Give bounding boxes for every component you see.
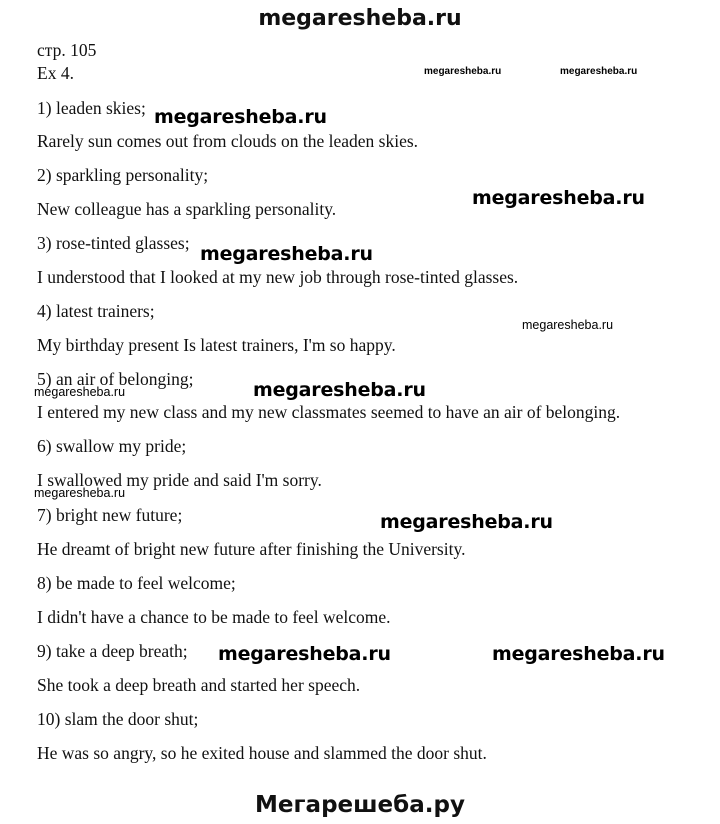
watermark: megaresheba.ru xyxy=(34,486,126,500)
watermark: megaresheba.ru xyxy=(492,643,665,665)
item-8-sentence: I didn't have a chance to be made to feel welcome. xyxy=(37,607,391,627)
watermark: megaresheba.ru xyxy=(253,379,426,401)
watermark: megaresheba.ru xyxy=(34,385,126,399)
watermark: megaresheba.ru xyxy=(380,511,553,533)
exercise-label: Ex 4. xyxy=(37,63,74,83)
item-10-phrase: 10) slam the door shut; xyxy=(37,709,199,729)
item-3-phrase: 3) rose-tinted glasses; xyxy=(37,233,190,253)
item-9-phrase: 9) take a deep breath; xyxy=(37,641,188,661)
item-1-sentence: Rarely sun comes out from clouds on the leaden skies. xyxy=(37,131,419,151)
watermark: megaresheba.ru xyxy=(218,643,391,665)
header-watermark: megaresheba.ru xyxy=(258,6,462,31)
footer-watermark: Мегарешеба.ру xyxy=(255,792,465,818)
item-4-sentence: My birthday present Is latest trainers, I'm so happy. xyxy=(37,335,396,355)
item-6-phrase: 6) swallow my pride; xyxy=(37,436,187,456)
item-1-phrase: 1) leaden skies; xyxy=(37,98,146,118)
page-number-label: стр. 105 xyxy=(37,40,97,60)
watermark: megaresheba.ru xyxy=(472,187,645,209)
item-10-sentence: He was so angry, so he exited house and slammed the door shut. xyxy=(37,743,487,763)
item-9-sentence: She took a deep breath and started her speech. xyxy=(37,675,361,695)
item-2-sentence: New colleague has a sparkling personality. xyxy=(37,199,337,219)
watermark: megaresheba.ru xyxy=(424,66,502,77)
watermark: megaresheba.ru xyxy=(154,106,327,128)
watermark: megaresheba.ru xyxy=(200,243,373,265)
item-5-sentence: I entered my new class and my new classmates seemed to have an air of belonging. xyxy=(37,402,621,422)
item-8-phrase: 8) be made to feel welcome; xyxy=(37,573,236,593)
watermark: megaresheba.ru xyxy=(560,66,638,77)
item-6-sentence: I swallowed my pride and said I'm sorry. xyxy=(37,470,322,490)
item-3-sentence: I understood that I looked at my new job through rose-tinted glasses. xyxy=(37,267,519,287)
watermark: megaresheba.ru xyxy=(522,318,614,332)
item-2-phrase: 2) sparkling personality; xyxy=(37,165,209,185)
item-7-phrase: 7) bright new future; xyxy=(37,505,183,525)
item-4-phrase: 4) latest trainers; xyxy=(37,301,155,321)
item-5-phrase: 5) an air of belonging; xyxy=(37,369,194,389)
item-7-sentence: He dreamt of bright new future after finishing the University. xyxy=(37,539,466,559)
